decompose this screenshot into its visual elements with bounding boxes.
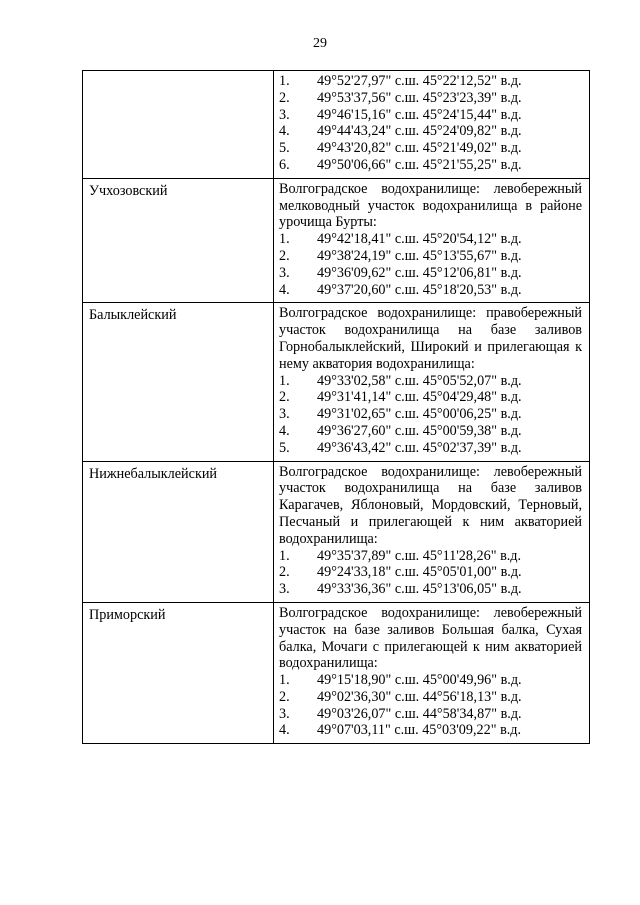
- coordinate-item: [279, 672, 582, 689]
- coordinate-item: [279, 157, 582, 174]
- coordinate-number: 3.: [279, 581, 290, 598]
- coordinate-value: 49°44'43,24" с.ш. 45°24'09,82" в.д.: [317, 123, 522, 140]
- coordinate-number: 5.: [279, 140, 290, 157]
- coordinate-number: 3.: [279, 264, 290, 281]
- coordinate-list: [279, 231, 582, 298]
- coordinate-number: 4.: [279, 281, 290, 298]
- zone-description-cell: [274, 178, 590, 303]
- coordinate-value: 49°52'27,97" с.ш. 45°22'12,52" в.д.: [317, 73, 522, 89]
- coordinate-number: 1.: [279, 547, 290, 564]
- coordinate-value: 49°46'15,16" с.ш. 45°24'15,44" в.д.: [317, 106, 522, 123]
- coordinate-value: 49°42'18,41" с.ш. 45°20'54,12" в.д.: [317, 231, 522, 248]
- coordinate-value: 49°38'24,19" с.ш. 45°13'55,67" в.д.: [317, 247, 522, 264]
- zone-description-cell: [274, 461, 590, 602]
- table-row: [83, 461, 590, 602]
- coordinate-number: 2.: [279, 247, 290, 264]
- coordinate-number: 3.: [279, 406, 290, 423]
- zone-name: Приморский: [89, 606, 166, 623]
- zone-description: Волгоградское водохранилище: правобережный участок водохранилища на базе заливов Горнобалыклейский, Широкий и прилегающая к нему акватория водохранилища:: [279, 305, 582, 372]
- coordinate-number: 5.: [279, 439, 290, 456]
- zone-description-cell: [274, 602, 590, 743]
- coordinate-item: [279, 564, 582, 581]
- coordinate-number: 1.: [279, 231, 290, 248]
- coordinate-item: [279, 581, 582, 598]
- coordinate-value: 49°24'33,18" с.ш. 45°05'01,00" в.д.: [317, 564, 522, 581]
- coordinate-value: 49°07'03,11" с.ш. 45°03'09,22" в.д.: [317, 722, 522, 739]
- table-row: [83, 602, 590, 743]
- coordinate-number: 2.: [279, 564, 290, 581]
- coordinate-number: 2.: [279, 688, 290, 705]
- coordinate-item: [279, 689, 582, 706]
- coordinate-value: 49°31'41,14" с.ш. 45°04'29,48" в.д.: [317, 389, 522, 406]
- coordinate-number: 6.: [279, 156, 290, 173]
- zone-name: Нижнебалыклейский: [89, 465, 218, 482]
- coordinate-item: [279, 107, 582, 124]
- zone-description-cell: [274, 71, 590, 179]
- coordinate-number: 4.: [279, 123, 290, 140]
- coordinate-number: 3.: [279, 705, 290, 722]
- coordinate-item: [279, 73, 582, 90]
- fishing-zones-table: [82, 70, 590, 744]
- coordinate-value: 49°36'43,42" с.ш. 45°02'37,39" в.д.: [317, 439, 522, 456]
- coordinate-item: [279, 231, 582, 248]
- coordinate-value: 49°33'36,36" с.ш. 45°13'06,05" в.д.: [317, 581, 522, 598]
- table-row: [83, 178, 590, 303]
- zone-name-cell: [83, 71, 274, 179]
- coordinate-item: [279, 406, 582, 423]
- coordinate-value: 49°03'26,07" с.ш. 44°58'34,87" в.д.: [317, 705, 522, 722]
- coordinate-value: 49°50'06,66" с.ш. 45°21'55,25" в.д.: [317, 156, 522, 173]
- table-row: [83, 71, 590, 179]
- zone-name: Балыклейский: [89, 307, 177, 324]
- coordinate-number: 1.: [279, 73, 290, 89]
- coordinate-list: [279, 672, 582, 739]
- coordinate-list: [279, 548, 582, 598]
- zone-description-cell: [274, 303, 590, 461]
- coordinate-item: [279, 248, 582, 265]
- table-row: [83, 303, 590, 461]
- coordinate-item: [279, 389, 582, 406]
- coordinate-value: 49°33'02,58" с.ш. 45°05'52,07" в.д.: [317, 372, 522, 389]
- zone-description: Волгоградское водохранилище: левобережный мелководный участок водохранилища в районе урочища Бурты:: [279, 180, 582, 231]
- coordinate-item: [279, 265, 582, 282]
- coordinate-item: [279, 722, 582, 739]
- coordinate-value: 49°02'36,30" с.ш. 44°56'18,13" в.д.: [317, 688, 522, 705]
- coordinate-number: 2.: [279, 389, 290, 406]
- coordinate-value: 49°35'37,89" с.ш. 45°11'28,26" в.д.: [317, 547, 522, 564]
- zone-name-cell: [83, 461, 274, 602]
- coordinate-value: 49°15'18,90" с.ш. 45°00'49,96" в.д.: [317, 672, 522, 689]
- coordinate-item: [279, 90, 582, 107]
- coordinate-value: 49°31'02,65" с.ш. 45°00'06,25" в.д.: [317, 406, 522, 423]
- coordinate-value: 49°43'20,82" с.ш. 45°21'49,02" в.д.: [317, 140, 522, 157]
- coordinate-item: [279, 282, 582, 299]
- coordinate-list: [279, 373, 582, 457]
- coordinate-number: 3.: [279, 106, 290, 123]
- coordinate-number: 2.: [279, 89, 290, 106]
- coordinate-number: 1.: [279, 372, 290, 389]
- zone-description: Волгоградское водохранилище: левобережный участок водохранилища на базе заливов Карагачев, Яблоновый, Мордовский, Терновый, Песчаный и прилегающей к ним акваторией водохранилища:: [279, 463, 582, 547]
- coordinate-value: 49°37'20,60" с.ш. 45°18'20,53" в.д.: [317, 281, 522, 298]
- table-body: [83, 71, 590, 744]
- coordinate-item: [279, 440, 582, 457]
- coordinate-item: [279, 373, 582, 390]
- coordinate-number: 4.: [279, 722, 290, 739]
- zone-name-cell: [83, 178, 274, 303]
- coordinate-value: 49°53'37,56" с.ш. 45°23'23,39" в.д.: [317, 89, 522, 106]
- coordinate-value: 49°36'09,62" с.ш. 45°12'06,81" в.д.: [317, 264, 522, 281]
- coordinate-item: [279, 423, 582, 440]
- zone-name-cell: [83, 303, 274, 461]
- coordinate-value: 49°36'27,60" с.ш. 45°00'59,38" в.д.: [317, 422, 522, 439]
- coordinate-number: 1.: [279, 672, 290, 689]
- coordinate-item: [279, 140, 582, 157]
- coordinate-list: [279, 73, 582, 174]
- page-number: 29: [313, 36, 327, 51]
- zone-name-cell: [83, 602, 274, 743]
- coordinate-item: [279, 548, 582, 565]
- coordinate-item: [279, 706, 582, 723]
- zone-name: Учхозовский: [89, 182, 168, 199]
- zone-description: Волгоградское водохранилище: левобережный участок на базе заливов Большая балка, Сухая балка, Мочаги с прилегающей к ним акваторией водохранилища:: [279, 604, 582, 672]
- coordinate-number: 4.: [279, 422, 290, 439]
- coordinate-item: [279, 123, 582, 140]
